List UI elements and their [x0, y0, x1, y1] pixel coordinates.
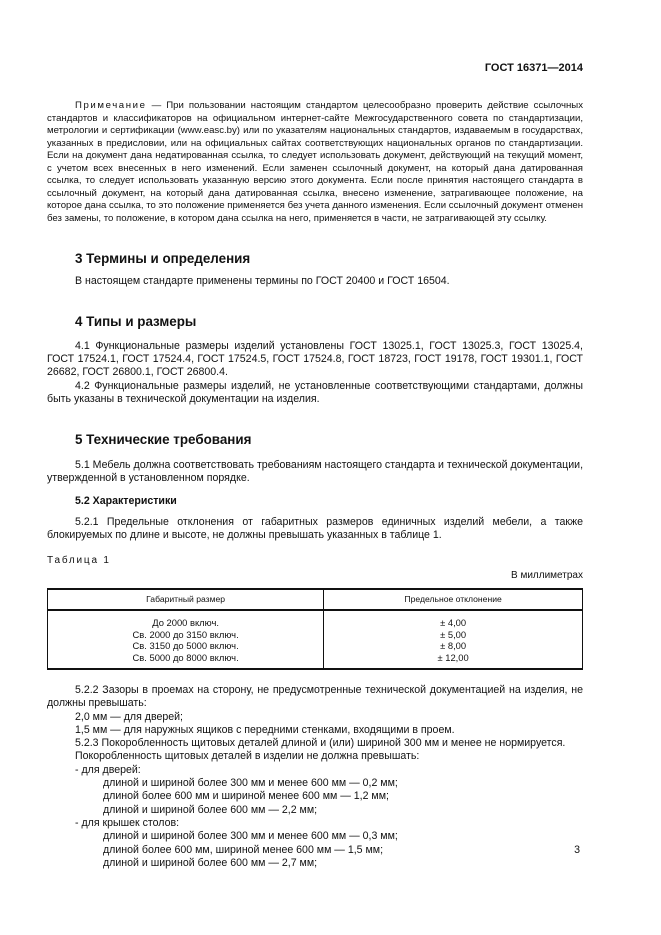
paragraph-4-1: 4.1 Функциональные размеры изделий установлены ГОСТ 13025.1, ГОСТ 13025.3, ГОСТ 13025.4, ГОСТ 17524.1, ГОСТ 17524.4, ГОСТ 17524.5, ГОСТ 17524.8, ГОСТ 18723, ГОСТ 19178, ГОСТ 19301.1, ГОСТ 26682, ГОСТ 26800.1, ГОСТ 26800.4.	[47, 339, 583, 379]
page-content	[47, 100, 583, 870]
table-header-tolerance: Предельное отклонение	[324, 589, 583, 610]
section-3-title: 3 Термины и определения	[75, 251, 251, 266]
paragraph-5-2-2: 5.2.2 Зазоры в проемах на сторону, не предусмотренные технической документацией на изделия, не должны превышать:	[47, 683, 583, 710]
note-label: Примечание	[75, 100, 147, 111]
list-item: длиной более 600 мм, шириной менее 600 мм — 1,5 мм;	[103, 843, 384, 856]
list-item: длиной и шириной более 300 мм и менее 600 мм — 0,2 мм;	[103, 777, 398, 790]
list-item: длиной и шириной более 300 мм и менее 600 мм — 0,3 мм;	[103, 830, 398, 843]
table-header-size: Габаритный размер	[48, 589, 324, 610]
note-paragraph	[47, 100, 583, 225]
list-item: длиной более 600 мм и шириной менее 600 мм — 1,2 мм;	[103, 790, 389, 803]
paragraph-4-2: 4.2 Функциональные размеры изделий, не установленные соответствующими стандартами, должны быть указаны в технической документации на изделия.	[47, 379, 583, 406]
list-item: длиной и шириной более 600 мм — 2,7 мм;	[103, 856, 318, 869]
table-cell: Св. 5000 до 8000 включ.	[132, 652, 239, 664]
paragraph-5-2-3-b: Покоробленность щитовых деталей в изделии не должна превышать:	[75, 750, 420, 763]
paragraph-5-1: 5.1 Мебель должна соответствовать требованиям настоящего стандарта и технической документации, утвержденной в установленном порядке.	[47, 458, 584, 484]
table-cell: ± 12,00	[437, 652, 469, 664]
gap-drawers: 1,5 мм — для наружных ящиков с передними стенками, входящими в проем.	[75, 723, 455, 736]
section-5-title: 5 Технические требования	[75, 432, 252, 448]
table-cell: ± 5,00	[440, 628, 467, 640]
paragraph-5-2-1: 5.2.1 Предельные отклонения от габаритных размеров единичных изделий мебели, а также блокируемых по длине и высоте, не должны превышать указанных в таблице 1.	[47, 515, 583, 541]
tops-label: - для крышек столов:	[75, 816, 180, 829]
doors-label: - для дверей:	[75, 763, 141, 776]
list-item: длиной и шириной более 600 мм — 2,2 мм;	[103, 803, 318, 816]
table-tolerance-column	[324, 610, 583, 669]
page-number: 3	[574, 844, 580, 856]
table-cell: Св. 2000 до 3150 включ.	[132, 628, 239, 640]
table-cell: ± 8,00	[440, 640, 467, 652]
table-cell: Св. 3150 до 5000 включ.	[132, 640, 239, 652]
table-cell: ± 4,00	[440, 616, 467, 628]
document-code: ГОСТ 16371—2014	[484, 62, 583, 74]
paragraph-5-2-3: 5.2.3 Покоробленность щитовых деталей длиной и (или) шириной 300 мм и менее не нормируется.	[75, 737, 566, 750]
table-units: В миллиметрах	[511, 570, 583, 582]
section-3-text: В настоящем стандарте применены термины по ГОСТ 20400 и ГОСТ 16504.	[75, 275, 450, 288]
tolerance-table	[47, 588, 583, 670]
table-size-column	[48, 610, 324, 669]
table-caption: Таблица 1	[47, 555, 111, 567]
subsection-5-2-title: 5.2 Характеристики	[75, 495, 177, 508]
note-text: — При пользовании настоящим стандартом целесообразно проверить действие ссылочных стандартов и классификаторов на официальном интернет-сайте Межгосударственного совета по стандартизации, метрологии и сертификации (www.easc.by) или по указателям национальных стандартов, издаваемым в государствах, указанных в предисловии, или на официальных сайтах соответствующих национальных органов по стандартизации. Если на документ дана недатированная ссылка, то следует использовать документ, действующий на текущий момент, с учетом всех внесенных в него изменений. Если заменен ссылочный документ, на который дана датированная ссылка, то следует использовать указанную версию этого документа. Если после принятия настоящего стандарта в ссылочный документ, на который дана датированная ссылка, внесено изменение, затрагивающее положение, на которое дана ссылка, то это положение применяется без учета данного изменения. Если ссылочный документ отменен без замены, то положение, в котором дана ссылка на него, применяется в части, не затрагивающей эту ссылку.	[47, 100, 583, 224]
section-4-title: 4 Типы и размеры	[75, 313, 197, 329]
table-cell: До 2000 включ.	[152, 616, 219, 628]
gap-doors: 2,0 мм — для дверей;	[75, 710, 183, 723]
